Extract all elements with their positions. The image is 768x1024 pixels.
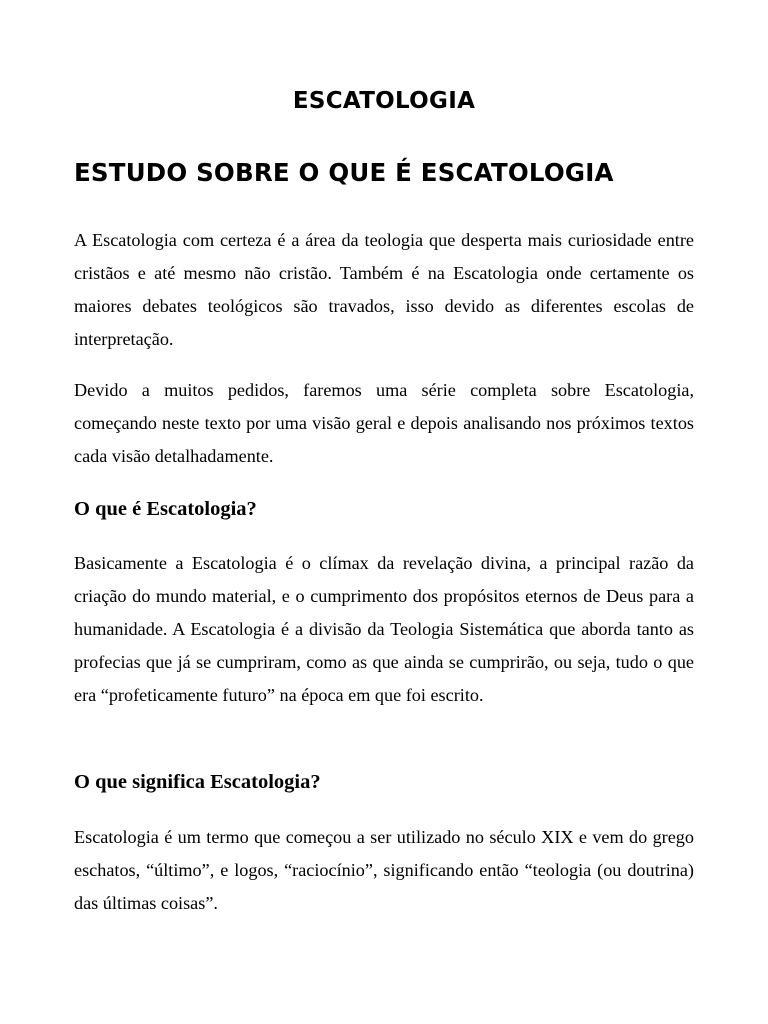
document-subtitle: ESTUDO SOBRE O QUE É ESCATOLOGIA <box>74 158 614 187</box>
section-paragraph-meaning: Escatologia é um termo que começou a ser utilizado no século XIX e vem do grego eschatos, “último”, e logos, “raciocínio”, significando então “teologia (ou doutrina) das últimas coisas”. <box>74 827 694 913</box>
intro-paragraph-2: Devido a muitos pedidos, faremos uma série completa sobre Escatologia, começando neste texto por uma visão geral e depois analisando nos próximos textos cada visão detalhadamente. <box>74 380 694 466</box>
document-title: ESCATOLOGIA <box>292 88 476 114</box>
intro-paragraph-1: A Escatologia com certeza é a área da teologia que desperta mais curiosidade entre cristãos e até mesmo não cristão. Também é na Escatologia onde certamente os maiores debates teológicos são travados, isso devido as diferentes escolas de interpretação. <box>74 230 694 349</box>
section-heading-what-is: O que é Escatologia? <box>74 498 257 520</box>
section-paragraph-what-is: Basicamente a Escatologia é o clímax da revelação divina, a principal razão da criação do mundo material, e o cumprimento dos propósitos eternos de Deus para a humanidade. A Escatologia é a divisão da Teologia Sistemática que aborda tanto as profecias que já se cumpriram, como as que ainda se cumprirão, ou seja, tudo o que era “profeticamente futuro” na época em que foi escrito. <box>74 553 694 705</box>
section-heading-meaning: O que significa Escatologia? <box>74 771 321 793</box>
